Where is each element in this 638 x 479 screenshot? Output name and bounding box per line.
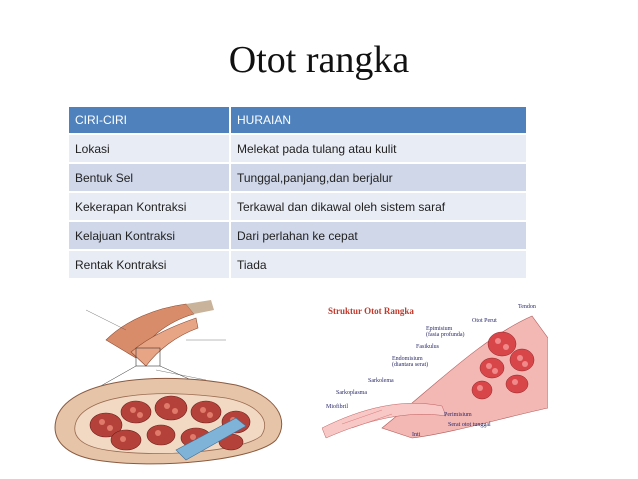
label-sarkolema: Sarkolema bbox=[368, 378, 394, 384]
muscle-cross-section-illustration bbox=[36, 300, 298, 470]
table-cell: Tiada bbox=[230, 250, 526, 278]
muscle-structure-illustration bbox=[322, 298, 548, 443]
table-row bbox=[69, 134, 526, 163]
label-endomisium: Endomisium bbox=[392, 356, 423, 362]
table-cell: Tunggal,panjang,dan berjalur bbox=[230, 163, 526, 192]
label-sarkoplasma: Sarkoplasma bbox=[336, 390, 367, 396]
characteristics-table bbox=[69, 107, 526, 278]
column-header: CIRI-CIRI bbox=[69, 107, 230, 134]
table-cell: Kekerapan Kontraksi bbox=[69, 192, 230, 221]
label-endomisium-sub: (diantara serat) bbox=[392, 362, 429, 368]
label-perimisium: Perimisium bbox=[444, 412, 472, 418]
table-row bbox=[69, 163, 526, 192]
figure-title: Struktur Otot Rangka bbox=[328, 306, 414, 316]
table-cell: Kelajuan Kontraksi bbox=[69, 221, 230, 250]
table-cell: Rentak Kontraksi bbox=[69, 250, 230, 278]
label-otot-perut: Otot Perut bbox=[472, 318, 497, 324]
column-header: HURAIAN bbox=[230, 107, 526, 134]
table-row bbox=[69, 250, 526, 278]
page-title: Otot rangka bbox=[228, 39, 410, 81]
table-cell: Dari perlahan ke cepat bbox=[230, 221, 526, 250]
label-serat: Serat otot tunggal bbox=[448, 422, 491, 428]
table-cell: Melekat pada tulang atau kulit bbox=[230, 134, 526, 163]
table-cell: Lokasi bbox=[69, 134, 230, 163]
table-cell: Bentuk Sel bbox=[69, 163, 230, 192]
table-row bbox=[69, 221, 526, 250]
label-epimisium-sub: (fasia profunda) bbox=[426, 332, 465, 338]
label-epimisium: Epimisium bbox=[426, 326, 453, 332]
table-cell: Terkawal dan dikawal oleh sistem saraf bbox=[230, 192, 526, 221]
label-miofibril: Miofibril bbox=[326, 404, 348, 410]
label-tendon: Tendon bbox=[518, 304, 536, 310]
label-inti: Inti bbox=[412, 432, 421, 438]
table-row bbox=[69, 192, 526, 221]
label-fasikulus: Fasikulus bbox=[416, 344, 440, 350]
table-header-row bbox=[69, 107, 526, 134]
